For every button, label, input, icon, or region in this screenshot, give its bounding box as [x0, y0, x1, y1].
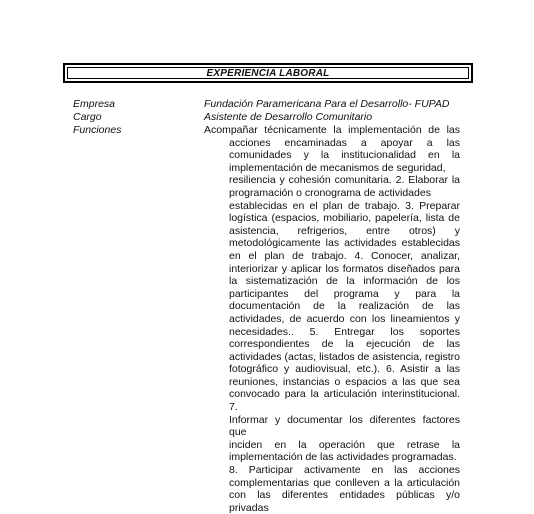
funciones-description: [229, 136, 460, 514]
funciones-line: participantes del programa y para la: [229, 287, 460, 300]
funciones-line: Informar y documentar los diferentes factores que: [229, 413, 460, 439]
funciones-line: fotográfico y audiovisual, etc.). 6. Asistir a las: [229, 363, 460, 376]
funciones-line: reuniones, instancias o espacios a las que sea: [229, 375, 460, 388]
funciones-line: logística (espacios, mobiliario, papelería, lista de: [229, 212, 460, 225]
funciones-line: establecidas en el plan de trabajo. 3. Preparar: [229, 199, 460, 212]
funciones-line: asistencia, refrigerios, entre otros) y: [229, 224, 460, 237]
funciones-label: Funciones: [73, 124, 122, 136]
funciones-line: implementación de mecanismos de seguridad,: [229, 161, 446, 174]
empresa-label: Empresa: [73, 98, 116, 110]
section-header-box: [63, 63, 473, 83]
funciones-line: actividades (actas, listados de asistencia, registro: [229, 350, 460, 363]
funciones-line: necesidades.. 5. Entregar los soportes: [229, 325, 460, 338]
section-title: EXPERIENCIA LABORAL: [206, 68, 330, 79]
funciones-line: metodológicamente las actividades establecidas: [229, 237, 460, 250]
funciones-line: comunidades y la institucionalidad en la: [229, 149, 460, 162]
empresa-value: Fundación Paramericana Para el Desarrollo- FUPAD: [204, 98, 450, 110]
funciones-line: inciden en la operación que retrase la: [229, 438, 460, 451]
funciones-line: implementación de las actividades programadas.: [229, 451, 457, 464]
funciones-line: complementarias que conlleven a la articulación: [229, 476, 460, 489]
funciones-line: la sistematización de la información de los: [229, 275, 460, 288]
funciones-line: 8. Participar activamente en las acciones: [229, 464, 460, 477]
funciones-line: documentación de la realización de las: [229, 300, 460, 313]
funciones-line: correspondientes de la ejecución de las: [229, 338, 460, 351]
funciones-line: resiliencia y cohesión comunitaria. 2. Elaborar la: [229, 174, 460, 187]
funciones-line: interiorizar y aplicar los formatos diseñados para: [229, 262, 460, 275]
cargo-label: Cargo: [73, 111, 102, 123]
funciones-line: con las diferentes entidades públicas y/o privadas: [229, 489, 460, 514]
funciones-first-line: Acompañar técnicamente la implementación de las: [204, 124, 460, 136]
funciones-line: convocado para la articulación interinstitucional. 7.: [229, 388, 460, 414]
funciones-line: actividades, de acuerdo con los lineamientos y: [229, 312, 460, 325]
funciones-line: acciones encaminadas a apoyar a las: [229, 136, 460, 149]
funciones-line: programación o cronograma de actividades: [229, 186, 431, 199]
funciones-line: en el plan de trabajo. 4. Conocer, analizar,: [229, 249, 460, 262]
cargo-value: Asistente de Desarrollo Comunitario: [204, 111, 373, 123]
